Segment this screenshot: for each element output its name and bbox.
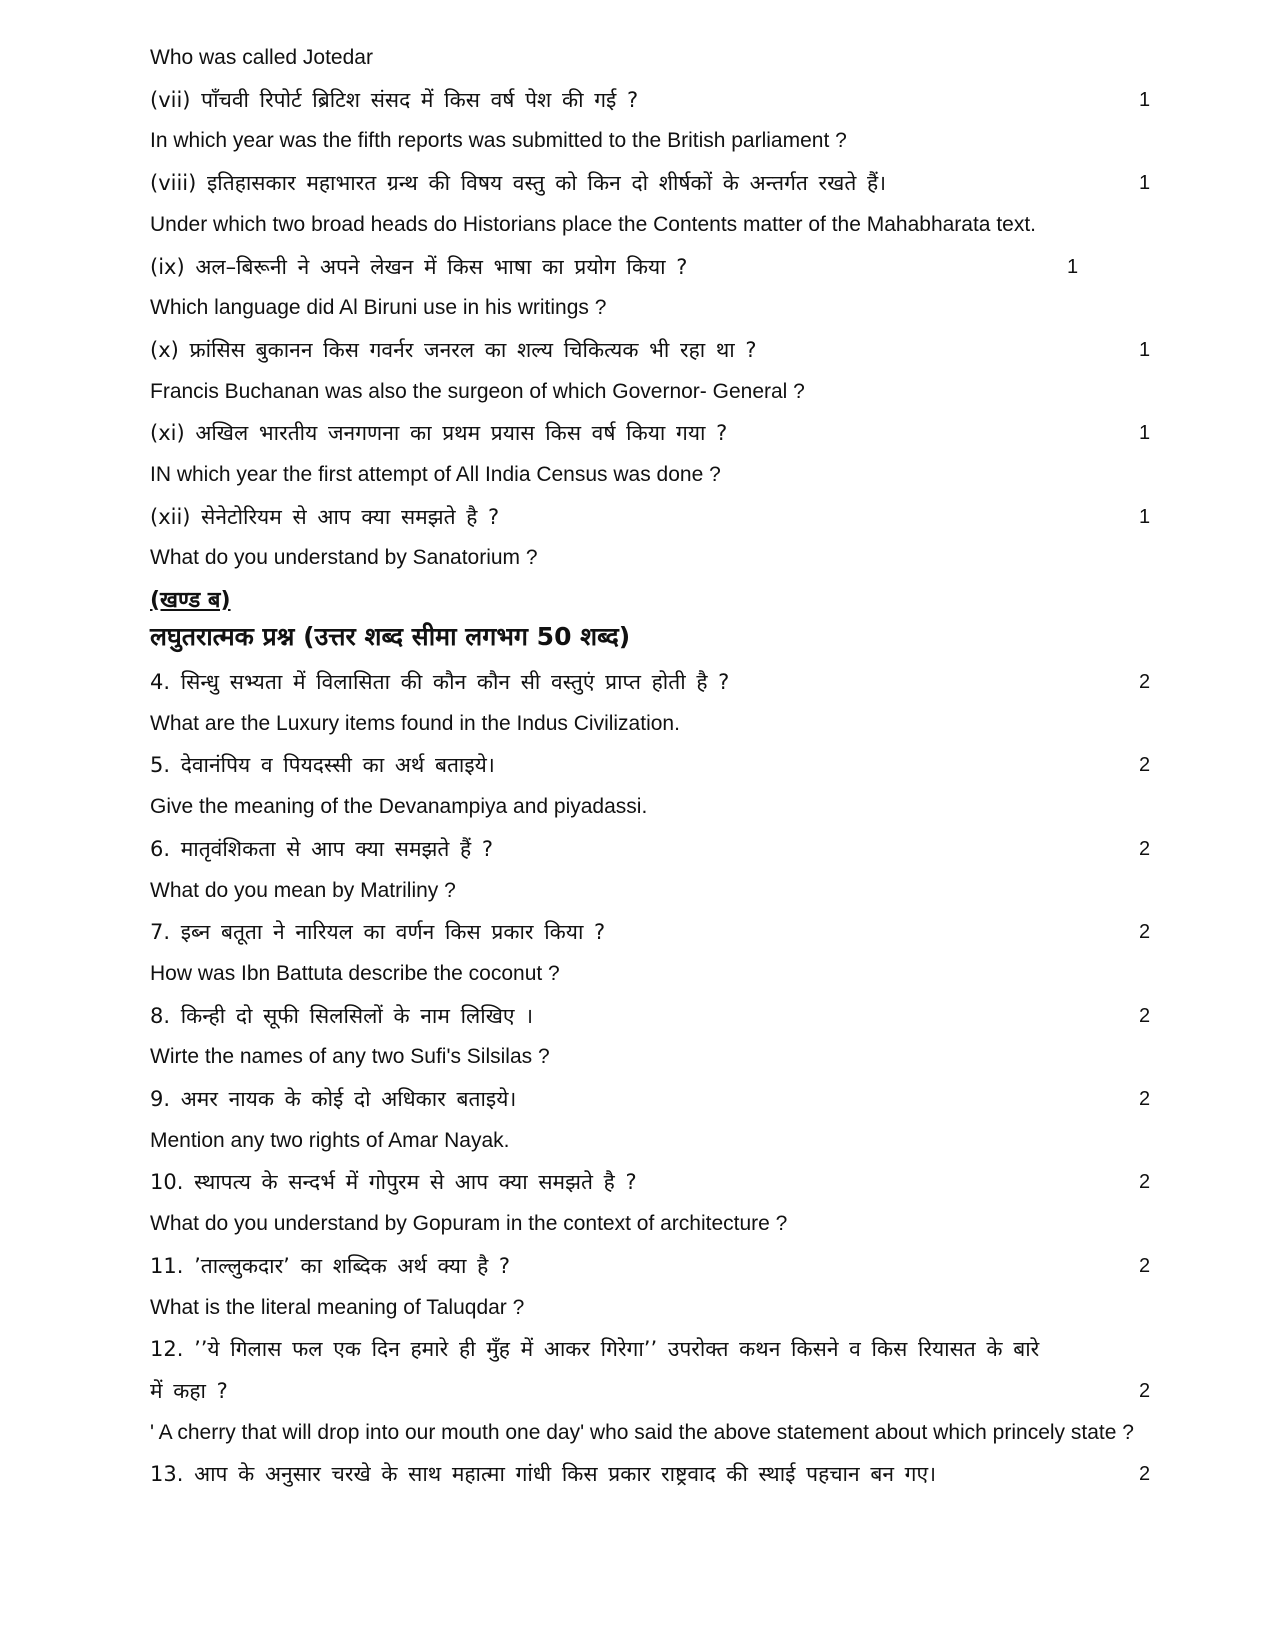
marks-value: 2: [1139, 1088, 1151, 1110]
marks-value: 1: [1139, 88, 1151, 111]
question-text-hindi: (vii) पाँचवी रिपोर्ट ब्रिटिश संसद में किस वर्ष पेश की गई ?: [150, 87, 639, 112]
question-text-english: ' A cherry that will drop into our mouth one day' who said the above statement about which princely state ?: [150, 1420, 1134, 1444]
question-text-hindi: 5. देवानंपिय व पियदस्सी का अर्थ बताइये।: [150, 753, 495, 778]
question-text-hindi: 11. ’ताल्लुकदार’ का शब्दिक अर्थ क्या है ?: [150, 1253, 511, 1278]
question-text-english: Under which two broad heads do Historians place the Contents matter of the Mahabharata text.: [150, 212, 1036, 236]
marks-value: 2: [1139, 837, 1151, 860]
marks-value: 2: [1139, 1379, 1151, 1402]
question-text-english: Wirte the names of any two Sufi's Silsilas ?: [150, 1045, 550, 1069]
marks-value: 2: [1139, 1254, 1151, 1277]
question-text-english: How was Ibn Battuta describe the coconut ?: [150, 961, 560, 985]
question-text-english: Which language did Al Biruni use in his writings ?: [150, 296, 607, 320]
marks-value: 1: [1139, 338, 1151, 361]
question-text-hindi: (ix) अल–बिरूनी ने अपने लेखन में किस भाषा का प्रयोग किया ?: [150, 254, 688, 279]
marks-value: 2: [1139, 1004, 1151, 1027]
question-text-english: Who was called Jotedar: [150, 46, 373, 69]
question-text-hindi: (x) फ्रांसिस बुकानन किस गवर्नर जनरल का शल्य चिकित्यक भी रहा था ?: [150, 337, 757, 362]
question-text-english: Mention any two rights of Amar Nayak.: [150, 1128, 510, 1152]
question-text-english: What do you understand by Sanatorium ?: [150, 546, 538, 570]
question-text-english: What do you mean by Matriliny ?: [150, 878, 456, 902]
question-text-hindi: 10. स्थापत्य के सन्दर्भ में गोपुरम से आप क्या समझते है ?: [150, 1170, 637, 1195]
question-text-english: Francis Buchanan was also the surgeon of which Governor- General ?: [150, 379, 805, 403]
question-text-hindi: 6. मातृवंशिकता से आप क्या समझते हैं ?: [150, 836, 493, 861]
question-text-hindi: 8. किन्ही दो सूफी सिलसिलों के नाम लिखिए ।: [150, 1003, 534, 1028]
marks-value: 1: [1067, 255, 1079, 278]
marks-value: 2: [1139, 754, 1151, 777]
question-text-hindi: 12. ’’ये गिलास फल एक दिन हमारे ही मुँह में आकर गिरेगा’’ उपरोक्त कथन किसने व किस रियासत के बारे: [150, 1337, 1040, 1362]
marks-value: 2: [1139, 921, 1151, 944]
question-text-hindi: (viii) इतिहासकार महाभारत ग्रन्थ की विषय वस्तु को किन दो शीर्षकों के अन्तर्गत रखते हैं।: [150, 171, 887, 196]
question-text-english: IN which year the first attempt of All India Census was done ?: [150, 463, 721, 486]
marks-value: 2: [1139, 1463, 1151, 1486]
marks-value: 2: [1139, 671, 1151, 693]
question-text-hindi: 9. अमर नायक के कोई दो अधिकार बताइये।: [150, 1087, 517, 1111]
question-text-english: What do you understand by Gopuram in the context of architecture ?: [150, 1212, 788, 1236]
question-text-hindi: 7. इब्न बतूता ने नारियल का वर्णन किस प्रकार किया ?: [150, 920, 606, 945]
marks-value: 2: [1139, 1171, 1151, 1194]
question-text-english: What is the literal meaning of Taluqdar ?: [150, 1295, 525, 1319]
section-subtitle: लघुतरात्मक प्रश्न (उत्तर शब्द सीमा लगभग 50 शब्द): [150, 622, 631, 651]
question-text-hindi: 4. सिन्धु सभ्यता में विलासिता की कौन कौन सी वस्तुएं प्राप्त होती है ?: [150, 670, 730, 694]
question-text-english: What are the Luxury items found in the Indus Civilization.: [150, 711, 680, 735]
marks-value: 1: [1139, 505, 1151, 528]
question-text-english: In which year was the fifth reports was submitted to the British parliament ?: [150, 129, 847, 153]
question-text-hindi: (xii) सेनेटोरियम से आप क्या समझते है ?: [150, 504, 500, 529]
marks-value: 1: [1139, 172, 1151, 195]
question-text-hindi: 13. आप के अनुसार चरखे के साथ महात्मा गांधी किस प्रकार राष्ट्रवाद की स्थाई पहचान बन गए।: [150, 1462, 937, 1487]
question-text-hindi: (xi) अखिल भारतीय जनगणना का प्रथम प्रयास किस वर्ष किया गया ?: [150, 421, 728, 446]
section-title: (खण्ड ब): [150, 588, 231, 613]
marks-value: 1: [1139, 422, 1151, 445]
question-text-hindi: में कहा ?: [150, 1378, 228, 1403]
question-text-english: Give the meaning of the Devanampiya and piyadassi.: [150, 795, 648, 819]
